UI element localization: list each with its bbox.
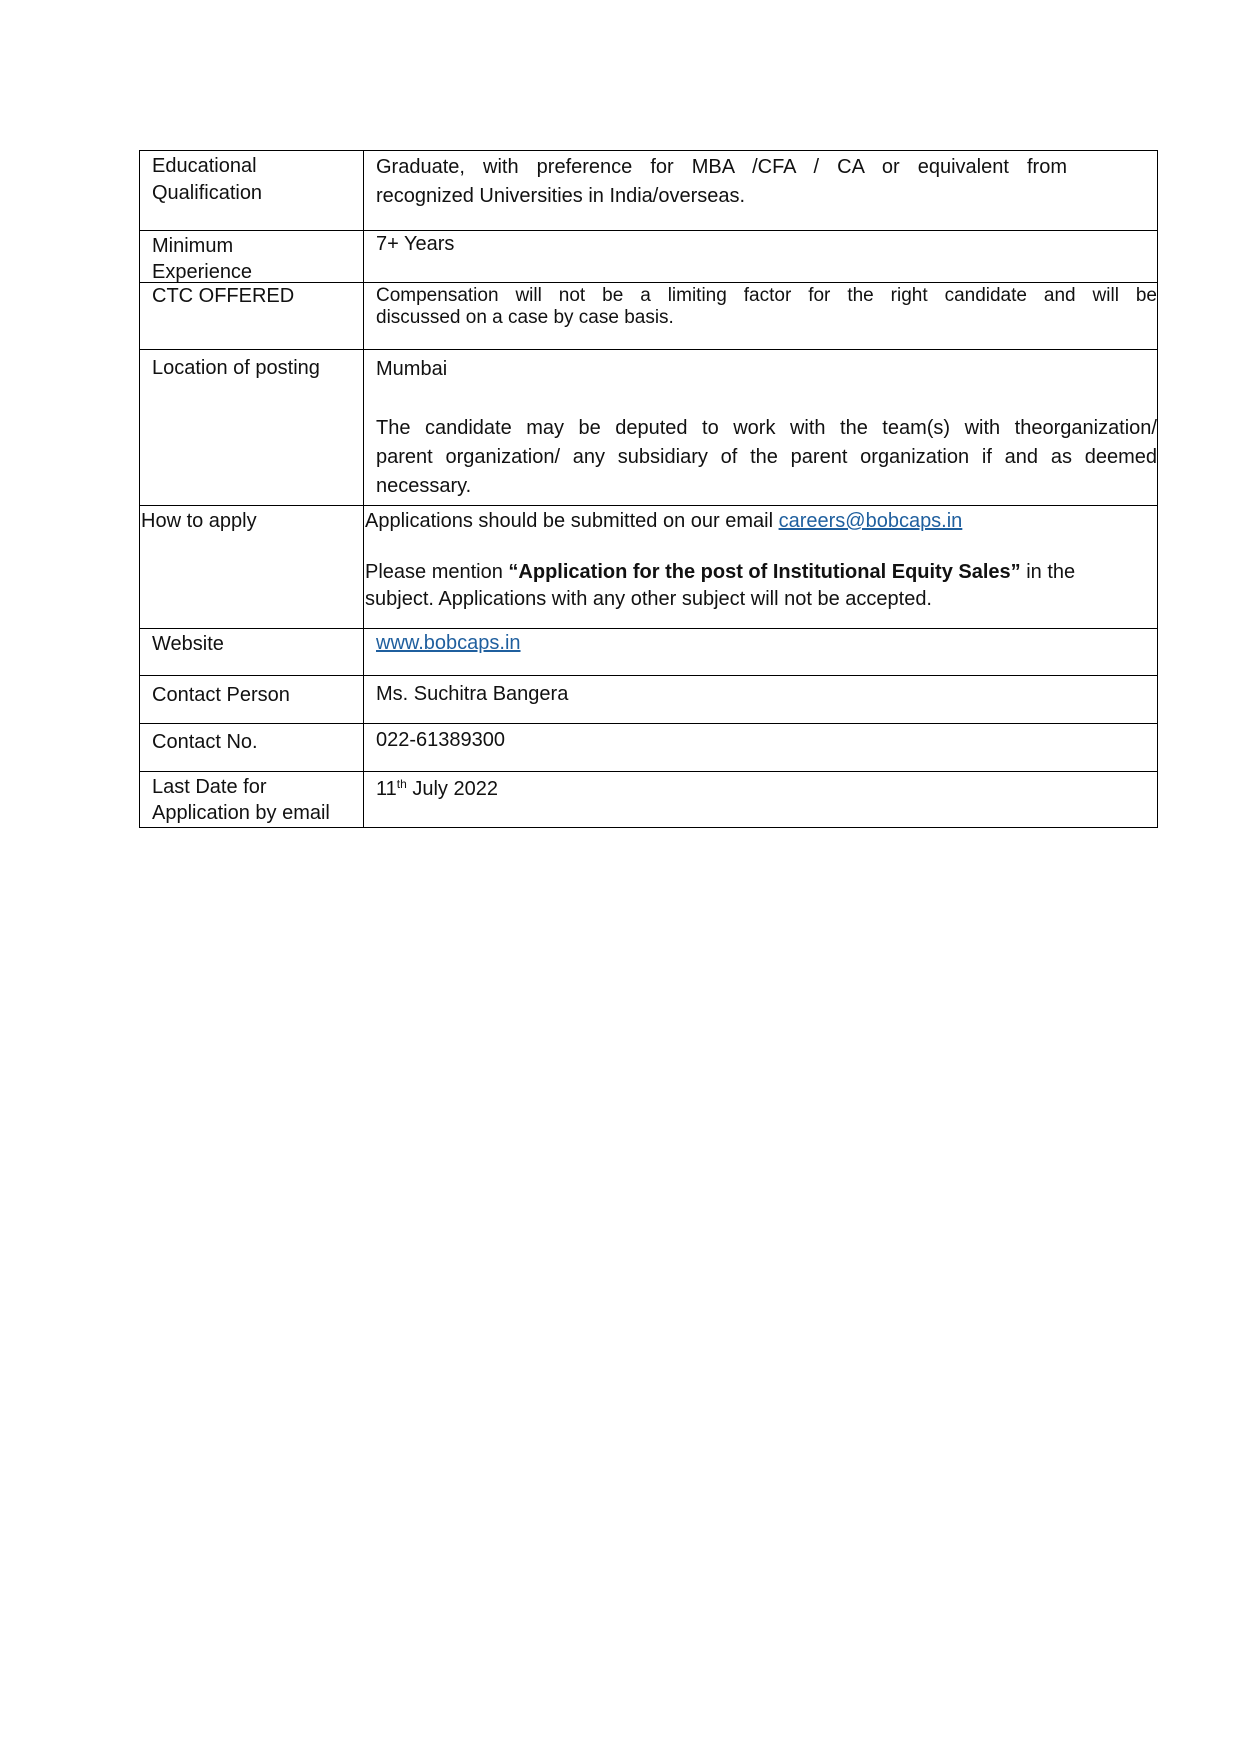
website-link[interactable]: www.bobcaps.in	[376, 632, 521, 654]
row-value	[364, 506, 1157, 628]
last-date-day: 11	[376, 778, 397, 800]
row-label: Website	[140, 629, 364, 675]
row-label: Contact Person	[140, 676, 364, 723]
mention-suffix: in the	[1020, 561, 1076, 583]
table-row-educational-qualification	[140, 151, 1157, 230]
note-line: parent organization/ any subsidiary of the parent organization if and as deemed	[376, 446, 1157, 468]
label-line: Minimum	[152, 235, 234, 257]
value-line: Graduate, with preference for MBA /CFA / CA or equivalent from	[376, 156, 1067, 178]
label-line: Qualification	[152, 182, 263, 204]
note-line: necessary.	[376, 475, 472, 497]
row-value	[364, 629, 1157, 675]
apply-intro-line	[365, 508, 1157, 535]
row-value	[364, 283, 1157, 349]
label-line: Application by email	[152, 802, 330, 824]
job-details-table	[139, 150, 1158, 828]
row-value: 022-61389300	[376, 729, 506, 751]
last-date-ordinal: th	[396, 777, 407, 791]
row-label	[140, 772, 364, 827]
mention-prefix: Please mention	[365, 561, 509, 583]
required-subject-line: “Application for the post of Institutional Equity Sales”	[508, 561, 1021, 583]
apply-intro-text: Applications should be submitted on our email	[365, 510, 779, 532]
apply-mention-line	[365, 559, 1157, 586]
last-date-month-year: July 2022	[406, 778, 498, 800]
table-row-contact-person	[140, 675, 1157, 723]
table-row-location-of-posting	[140, 349, 1157, 505]
row-label	[140, 151, 364, 230]
value-line: recognized Universities in India/overseas.	[376, 185, 746, 207]
row-label	[140, 231, 364, 282]
table-row-last-date	[140, 771, 1157, 827]
label-line: Last Date for	[152, 776, 267, 798]
row-label: Contact No.	[140, 724, 364, 771]
table-row-minimum-experience	[140, 230, 1157, 282]
row-value: 7+ Years	[376, 233, 455, 255]
row-value	[364, 772, 1157, 827]
row-value: Ms. Suchitra Bangera	[376, 683, 569, 705]
table-row-how-to-apply	[140, 505, 1157, 628]
row-label: How to apply	[140, 506, 364, 628]
careers-email-link[interactable]: careers@bobcaps.in	[778, 510, 963, 532]
row-label: Location of posting	[140, 350, 364, 505]
label-line: Educational	[152, 155, 257, 177]
spacer	[365, 535, 1157, 559]
value-line: discussed on a case by case basis.	[376, 307, 674, 328]
row-label: CTC OFFERED	[140, 283, 364, 349]
row-value	[364, 350, 1157, 505]
note-line: The candidate may be deputed to work with the team(s) with theorganization/	[376, 417, 1157, 439]
table-row-ctc-offered	[140, 282, 1157, 349]
location-value: Mumbai	[376, 358, 448, 380]
table-row-contact-no	[140, 723, 1157, 771]
apply-closing-line: subject. Applications with any other subject will not be accepted.	[365, 588, 932, 610]
value-line: Compensation will not be a limiting factor for the right candidate and will be	[376, 285, 1157, 306]
label-line: Experience	[152, 261, 253, 283]
table-row-website	[140, 628, 1157, 675]
spacer	[376, 384, 1157, 414]
row-value	[364, 151, 1157, 230]
